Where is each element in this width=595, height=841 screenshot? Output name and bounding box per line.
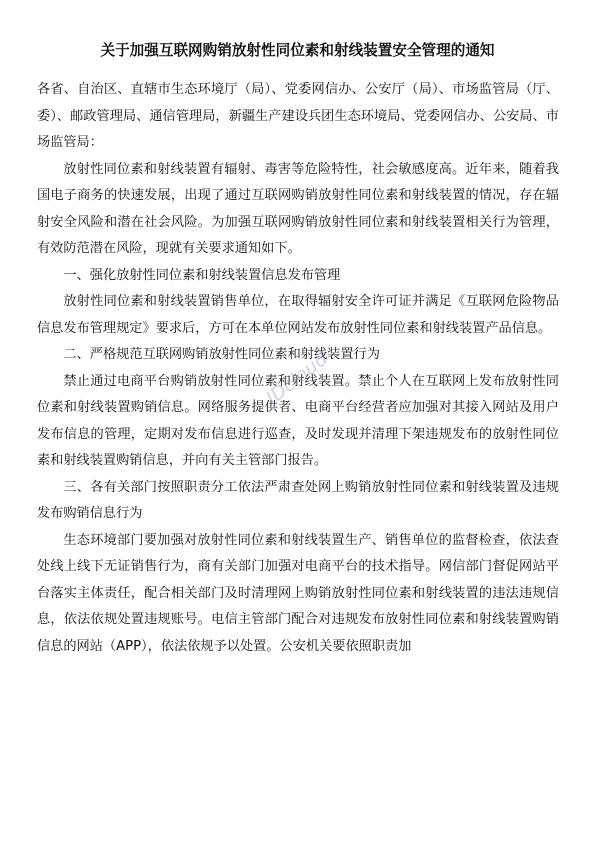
section-heading-1: 一、强化放射性同位素和射线装置信息发布管理 xyxy=(63,267,341,283)
paragraph-section-1: 放射性同位素和射线装置销售单位，在取得辐射安全许可证并满足《互联网危险物品信息发布管理规定》要求后，方可在本单位网站发布放射性同位素和射线装置产品信息。 xyxy=(37,294,559,336)
section-heading-3: 三、各有关部门按照职责分工依法严肃查处网上购销放射性同位素和射线装置及违规发布购销信息行为 xyxy=(37,479,559,521)
paragraph-section-2: 禁止通过电商平台购销放射性同位素和射线装置。禁止个人在互联网上发布放射性同位素和射线装置购销信息。网络服务提供者、电商平台经营者应加强对其接入网站及用户发布信息的管理，定期对发布信息进行巡查，及时发现并清理下架违规发布的放射性同位素和射线装置购销信息，并向有关主管部门报告。 xyxy=(37,373,559,468)
document-title: 关于加强互联网购销放射性同位素和射线装置安全管理的通知 xyxy=(100,42,495,59)
salutation: 各省、自治区、直辖市生态环境厅（局）、党委网信办、公安厅（局）、市场监管局（厅、委）、邮政管理局、通信管理局，新疆生产建设兵团生态环境局、党委网信办、公安局、市场监管局： xyxy=(37,82,559,150)
section-heading-2: 二、严格规范互联网购销放射性同位素和射线装置行为 xyxy=(63,347,380,362)
paragraph-section-3: 生态环境部门要加强对放射性同位素和射线装置生产、销售单位的监督检查，依法查处线上线下无证销售行为，商有关部门加强对电商平台的技术指导。网信部门督促网站平台落实主体责任，配合相关部门及时清理网上购销放射性同位素和射线装置的违法违规信息，依法依规处置违规账号。电信主管部门配合对违规发布放射性同位素和射线装置购销信息的网站（APP），依法依规予以处置。公安机关要依照职责加 xyxy=(37,532,559,654)
watermark-logo: JDcloud xyxy=(262,347,333,410)
paragraph-intro: 放射性同位素和射线装置有辐射、毒害等危险特性，社会敏感度高。近年来，随着我国电子商务的快速发展，出现了通过互联网购销放射性同位素和射线装置的情况，存在辐射安全风险和潜在社会风险。为加强互联网购销放射性同位素和射线装置相关行为管理，有效防范潜在风险，现就有关要求通知如下。 xyxy=(37,161,559,256)
